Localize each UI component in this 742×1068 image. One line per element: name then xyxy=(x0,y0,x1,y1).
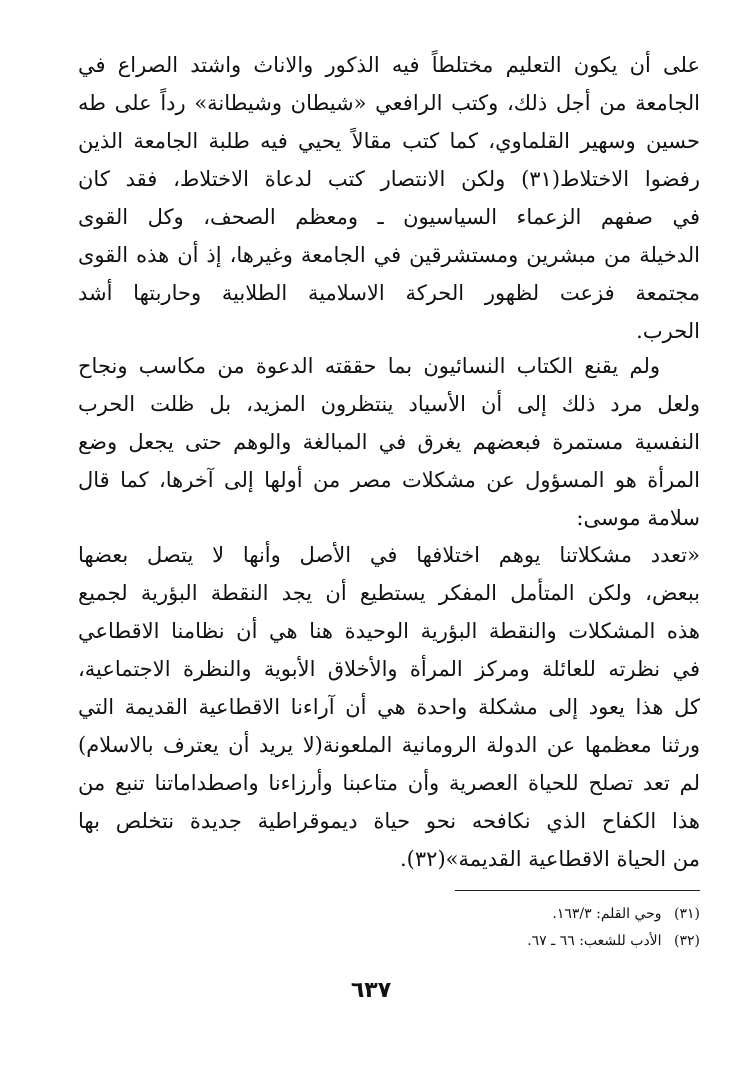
text-line: الدخيلة من مبشرين ومستشرقين في الجامعة وغيرها، إذ أن هذه القوى xyxy=(78,243,700,267)
text-line: الحرب. xyxy=(636,319,700,343)
footnote-31 xyxy=(360,901,700,928)
paragraph-2 xyxy=(78,347,700,537)
footnote-32 xyxy=(360,928,700,955)
text-line: كل هذا يعود إلى مشكلة واحدة هي أن آراءنا الاقطاعية القديمة التي xyxy=(78,695,700,719)
text-line: على أن يكون التعليم مختلطاً فيه الذكور والاناث واشتد الصراع في xyxy=(78,53,700,77)
text-line: رفضوا الاختلاط(٣١) ولكن الانتصار كتب لدعاة الاختلاط، فقد كان xyxy=(78,167,700,191)
text-line: حسين وسهير القلماوي، كما كتب مقالاً يحيي فيه طلبة الجامعة الذين xyxy=(78,129,700,153)
text-line: هذا الكفاح الذي نكافحه نحو حياة ديموقراطية جديدة نتخلص بها xyxy=(78,809,700,833)
text-line: ولم يقنع الكتاب النسائيون بما حققته الدعوة من مكاسب ونجاح xyxy=(78,354,660,378)
paragraph-1 xyxy=(78,46,700,350)
text-line: في نظرته للعائلة ومركز المرأة والأخلاق الأبوية والنظرة الاجتماعية، xyxy=(78,657,700,681)
text-line: هذه المشكلات والنقطة البؤرية الوحيدة هنا هي أن نظامنا الاقطاعي xyxy=(78,619,700,643)
quoted-paragraph xyxy=(78,536,700,878)
footnote-divider xyxy=(455,890,700,891)
footnote-number: (٣٢) xyxy=(674,933,700,949)
footnote-text: الأدب للشعب: ٦٦ ـ ٦٧. xyxy=(527,933,662,949)
text-line: من الحياة الاقطاعية القديمة»(٣٢). xyxy=(400,847,700,871)
text-line: مجتمعة فزعت لظهور الحركة الاسلامية الطلابية وحاربتها أشد xyxy=(78,281,700,305)
text-line: المرأة هو المسؤول عن مشكلات مصر من أولها إلى آخرها، كما قال xyxy=(78,468,700,492)
text-line: لم تعد تصلح للحياة العصرية وأن متاعبنا وأرزاءنا واصطداماتنا تنبع من xyxy=(78,771,700,795)
footnote-text: وحي القلم: ١٦٣/٣. xyxy=(552,906,662,922)
text-line: سلامة موسى: xyxy=(576,506,700,530)
text-line: النفسية مستمرة فبعضهم يغرق في المبالغة والوهم حتى يجعل وضع xyxy=(78,430,700,454)
text-line: الجامعة من أجل ذلك، وكتب الرافعي «شيطان وشيطانة» رداً على طه xyxy=(78,91,700,115)
footnotes xyxy=(360,901,700,955)
text-line: «تعدد مشكلاتنا يوهم اختلافها في الأصل وأنها لا يتصل بعضها xyxy=(78,543,700,567)
page-number: ٦٣٧ xyxy=(350,978,392,1003)
text-line: ورثنا معظمها عن الدولة الرومانية الملعونة(لا يريد أن يعترف بالاسلام) xyxy=(78,733,700,757)
text-line: ولعل مرد ذلك إلى أن الأسياد ينتظرون المزيد، بل ظلت الحرب xyxy=(78,392,700,416)
text-line: ببعض، ولكن المتأمل المفكر يستطيع أن يجد النقطة البؤرية لجميع xyxy=(78,581,700,605)
footnote-number: (٣١) xyxy=(674,906,700,922)
text-line: في صفهم الزعماء السياسيون ـ ومعظم الصحف، وكل القوى xyxy=(78,205,700,229)
